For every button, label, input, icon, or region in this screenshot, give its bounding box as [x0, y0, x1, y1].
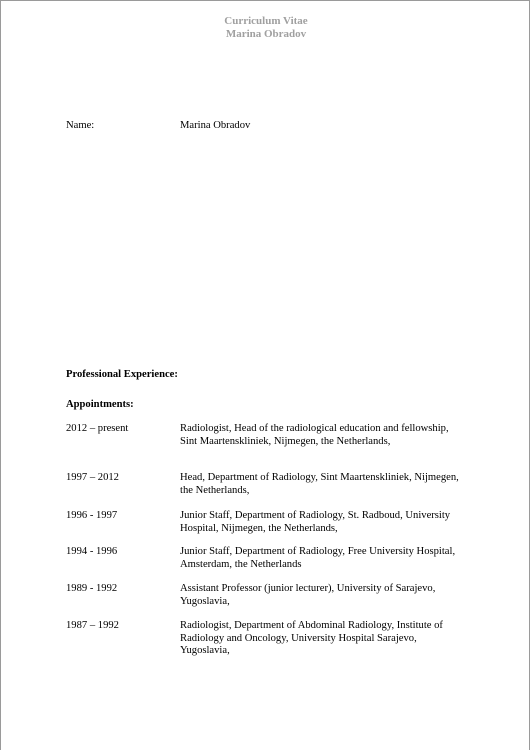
appointment-line: Junior Staff, Department of Radiology, St. Radboud, University	[180, 510, 451, 521]
appointments-heading: Appointments:	[66, 399, 134, 410]
appointment-line: Amsterdam, the Netherlands	[180, 558, 302, 570]
appointment-period: 1996 - 1997	[66, 510, 118, 521]
name-value: Marina Obradov	[180, 120, 251, 131]
appointment-description	[180, 510, 480, 535]
appointment-line: Radiologist, Department of Abdominal Radiology, Institute of	[180, 620, 443, 631]
appointment-period: 1994 - 1996	[66, 546, 118, 557]
name-label: Name:	[66, 120, 95, 131]
appointment-line: Radiologist, Head of the radiological education and fellowship,	[180, 423, 449, 434]
appointment-description	[180, 620, 480, 658]
appointment-period: 2012 – present	[66, 423, 129, 434]
appointment-line: Yugoslavia,	[180, 645, 230, 656]
appointment-line: Junior Staff, Department of Radiology, Free University Hospital,	[180, 546, 456, 557]
document-header	[1, 15, 530, 41]
appointment-line: Sint Maartenskliniek, Nijmegen, the Netherlands,	[180, 435, 391, 447]
appointment-description	[180, 546, 480, 571]
appointment-line: the Netherlands,	[180, 484, 250, 496]
appointment-line: Yugoslavia,	[180, 595, 230, 607]
appointment-description	[180, 472, 480, 497]
appointment-line: Assistant Professor (junior lecturer), University of Sarajevo,	[180, 583, 436, 594]
appointment-line: Hospital, Nijmegen, the Netherlands,	[180, 522, 338, 534]
appointment-period: 1989 - 1992	[66, 583, 118, 594]
header-name: Marina Obradov	[225, 28, 307, 40]
header-title: Curriculum Vitae	[224, 15, 308, 27]
appointment-description	[180, 583, 480, 608]
appointment-period: 1997 – 2012	[66, 472, 119, 483]
appointment-period: 1987 – 1992	[66, 620, 119, 631]
appointment-line: Radiology and Oncology, University Hospital Sarajevo,	[180, 632, 417, 644]
appointment-description	[180, 423, 480, 448]
appointment-line: Head, Department of Radiology, Sint Maartenskliniek, Nijmegen,	[180, 472, 459, 483]
professional-experience-heading: Professional Experience:	[66, 369, 178, 380]
